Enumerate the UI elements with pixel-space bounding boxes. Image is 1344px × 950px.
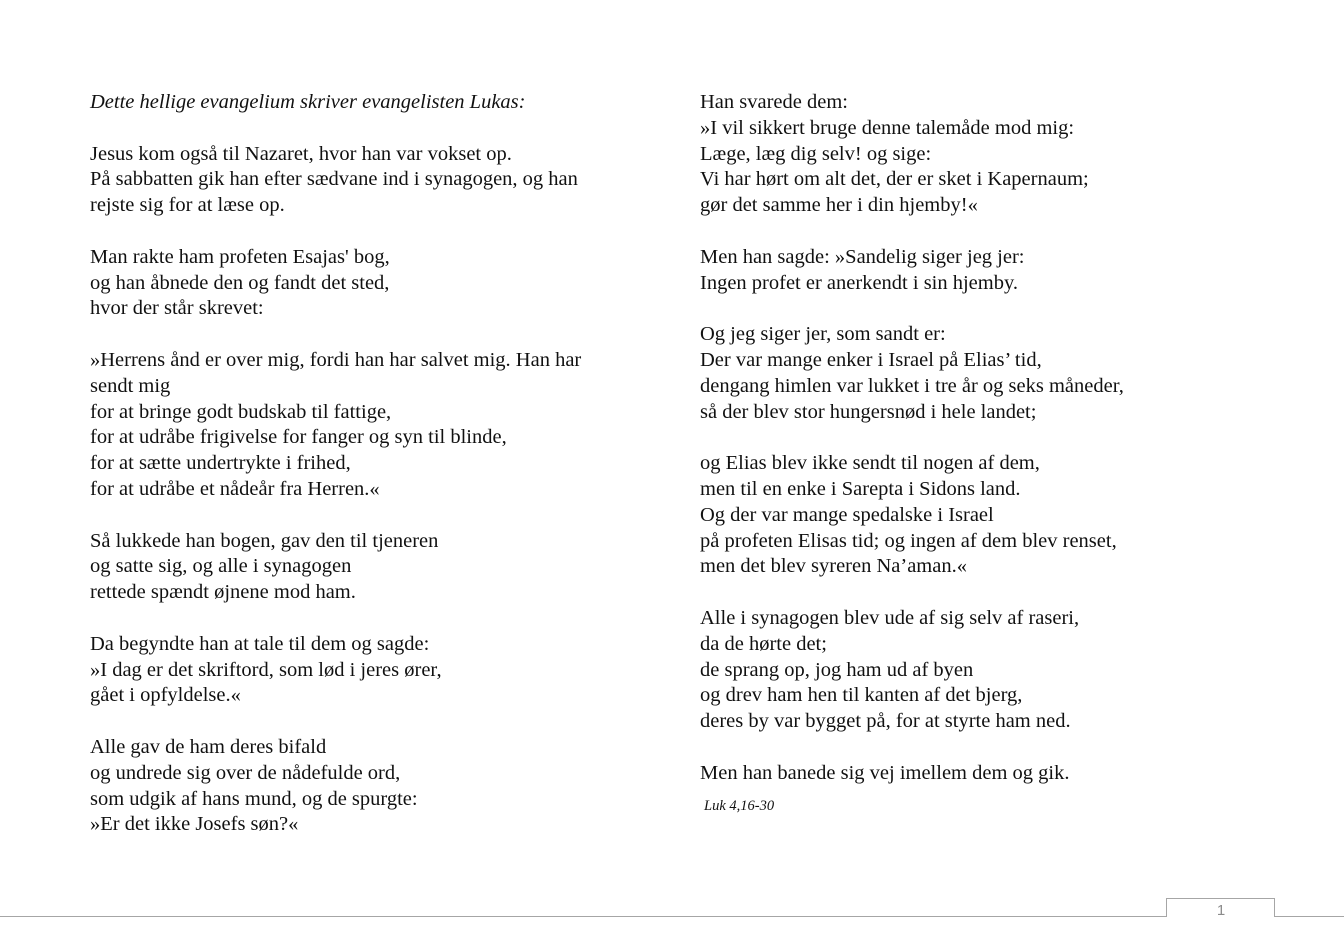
text-line: for at udråbe et nådeår fra Herren.«: [90, 477, 380, 500]
text-line: som udgik af hans mund, og de spurgte:: [90, 787, 418, 810]
text-line: deres by var bygget på, for at styrte ham ned.: [700, 710, 1071, 733]
stanza: [90, 142, 650, 219]
text-line: »I vil sikkert bruge denne talemåde mod mig:: [700, 116, 1075, 139]
text-line: Og jeg siger jer, som sandt er:: [700, 323, 946, 346]
text-line: og han åbnede den og fandt det sted,: [90, 271, 390, 294]
text-line: men til en enke i Sarepta i Sidons land.: [700, 477, 1021, 500]
text-line: Jesus kom også til Nazaret, hvor han var vokset op.: [90, 142, 512, 165]
stanza: [700, 451, 1300, 580]
left-column: [90, 90, 650, 838]
stanza: [700, 322, 1300, 425]
text-line: for at sætte undertrykte i frihed,: [90, 452, 351, 475]
text-line: Man rakte ham profeten Esajas' bog,: [90, 245, 390, 268]
stanza: [90, 245, 650, 322]
text-line: og undrede sig over de nådefulde ord,: [90, 761, 401, 784]
text-line: de sprang op, jog ham ud af byen: [700, 658, 974, 681]
scripture-reference: Luk 4,16-30: [704, 797, 775, 814]
footer-rule: [0, 916, 1344, 917]
text-line: Og der var mange spedalske i Israel: [700, 503, 994, 526]
right-column: [700, 90, 1300, 815]
stanza: [90, 348, 650, 503]
text-line: Alle gav de ham deres bifald: [90, 735, 327, 758]
text-line: så der blev stor hungersnød i hele landet;: [700, 400, 1037, 423]
text-line: på profeten Elisas tid; og ingen af dem blev renset,: [700, 529, 1117, 552]
text-line: Vi har hørt om alt det, der er sket i Kapernaum;: [700, 168, 1089, 191]
text-line: gør det samme her i din hjemby!«: [700, 194, 978, 217]
text-line: men det blev syreren Na’aman.«: [700, 555, 967, 578]
text-line: og drev ham hen til kanten af det bjerg,: [700, 684, 1023, 707]
text-line: rejste sig for at læse op.: [90, 194, 285, 217]
page-number: 1: [1216, 902, 1226, 919]
text-line: »I dag er det skriftord, som lød i jeres ører,: [90, 658, 442, 681]
text-line: Læge, læg dig selv! og sige:: [700, 142, 932, 165]
reading-introduction: Dette hellige evangelium skriver evangelisten Lukas:: [90, 91, 526, 113]
text-line: og satte sig, og alle i synagogen: [90, 555, 352, 578]
text-line: Ingen profet er anerkendt i sin hjemby.: [700, 271, 1019, 294]
stanza: [700, 606, 1300, 735]
text-line: dengang himlen var lukket i tre år og seks måneder,: [700, 374, 1124, 397]
right-stanza-list: [700, 90, 1300, 787]
text-line: gået i opfyldelse.«: [90, 684, 241, 707]
text-line: hvor der står skrevet:: [90, 297, 264, 320]
text-line: Han svarede dem:: [700, 91, 848, 113]
text-line: sendt mig: [90, 374, 171, 397]
text-line: for at udråbe frigivelse for fanger og syn til blinde,: [90, 426, 507, 449]
text-line: Men han sagde: »Sandelig siger jeg jer:: [700, 245, 1025, 268]
text-line: da de hørte det;: [700, 632, 827, 655]
stanza: [700, 761, 1300, 787]
text-line: Så lukkede han bogen, gav den til tjeneren: [90, 529, 439, 552]
left-stanza-list: [90, 142, 650, 839]
stanza: [90, 529, 650, 606]
text-line: »Herrens ånd er over mig, fordi han har salvet mig. Han har: [90, 348, 582, 371]
text-line: På sabbatten gik han efter sædvane ind i synagogen, og han: [90, 168, 578, 191]
text-line: Alle i synagogen blev ude af sig selv af raseri,: [700, 606, 1080, 629]
stanza: [700, 90, 1300, 219]
stanza: [90, 632, 650, 709]
text-line: for at bringe godt budskab til fattige,: [90, 400, 392, 423]
text-line: Da begyndte han at tale til dem og sagde:: [90, 632, 430, 655]
text-line: rettede spændt øjnene mod ham.: [90, 581, 356, 604]
stanza: [90, 735, 650, 838]
text-line: »Er det ikke Josefs søn?«: [90, 813, 299, 836]
text-line: og Elias blev ikke sendt til nogen af dem,: [700, 452, 1040, 475]
text-line: Der var mange enker i Israel på Elias’ tid,: [700, 348, 1042, 371]
text-line: Men han banede sig vej imellem dem og gik.: [700, 761, 1070, 784]
stanza: [700, 245, 1300, 297]
